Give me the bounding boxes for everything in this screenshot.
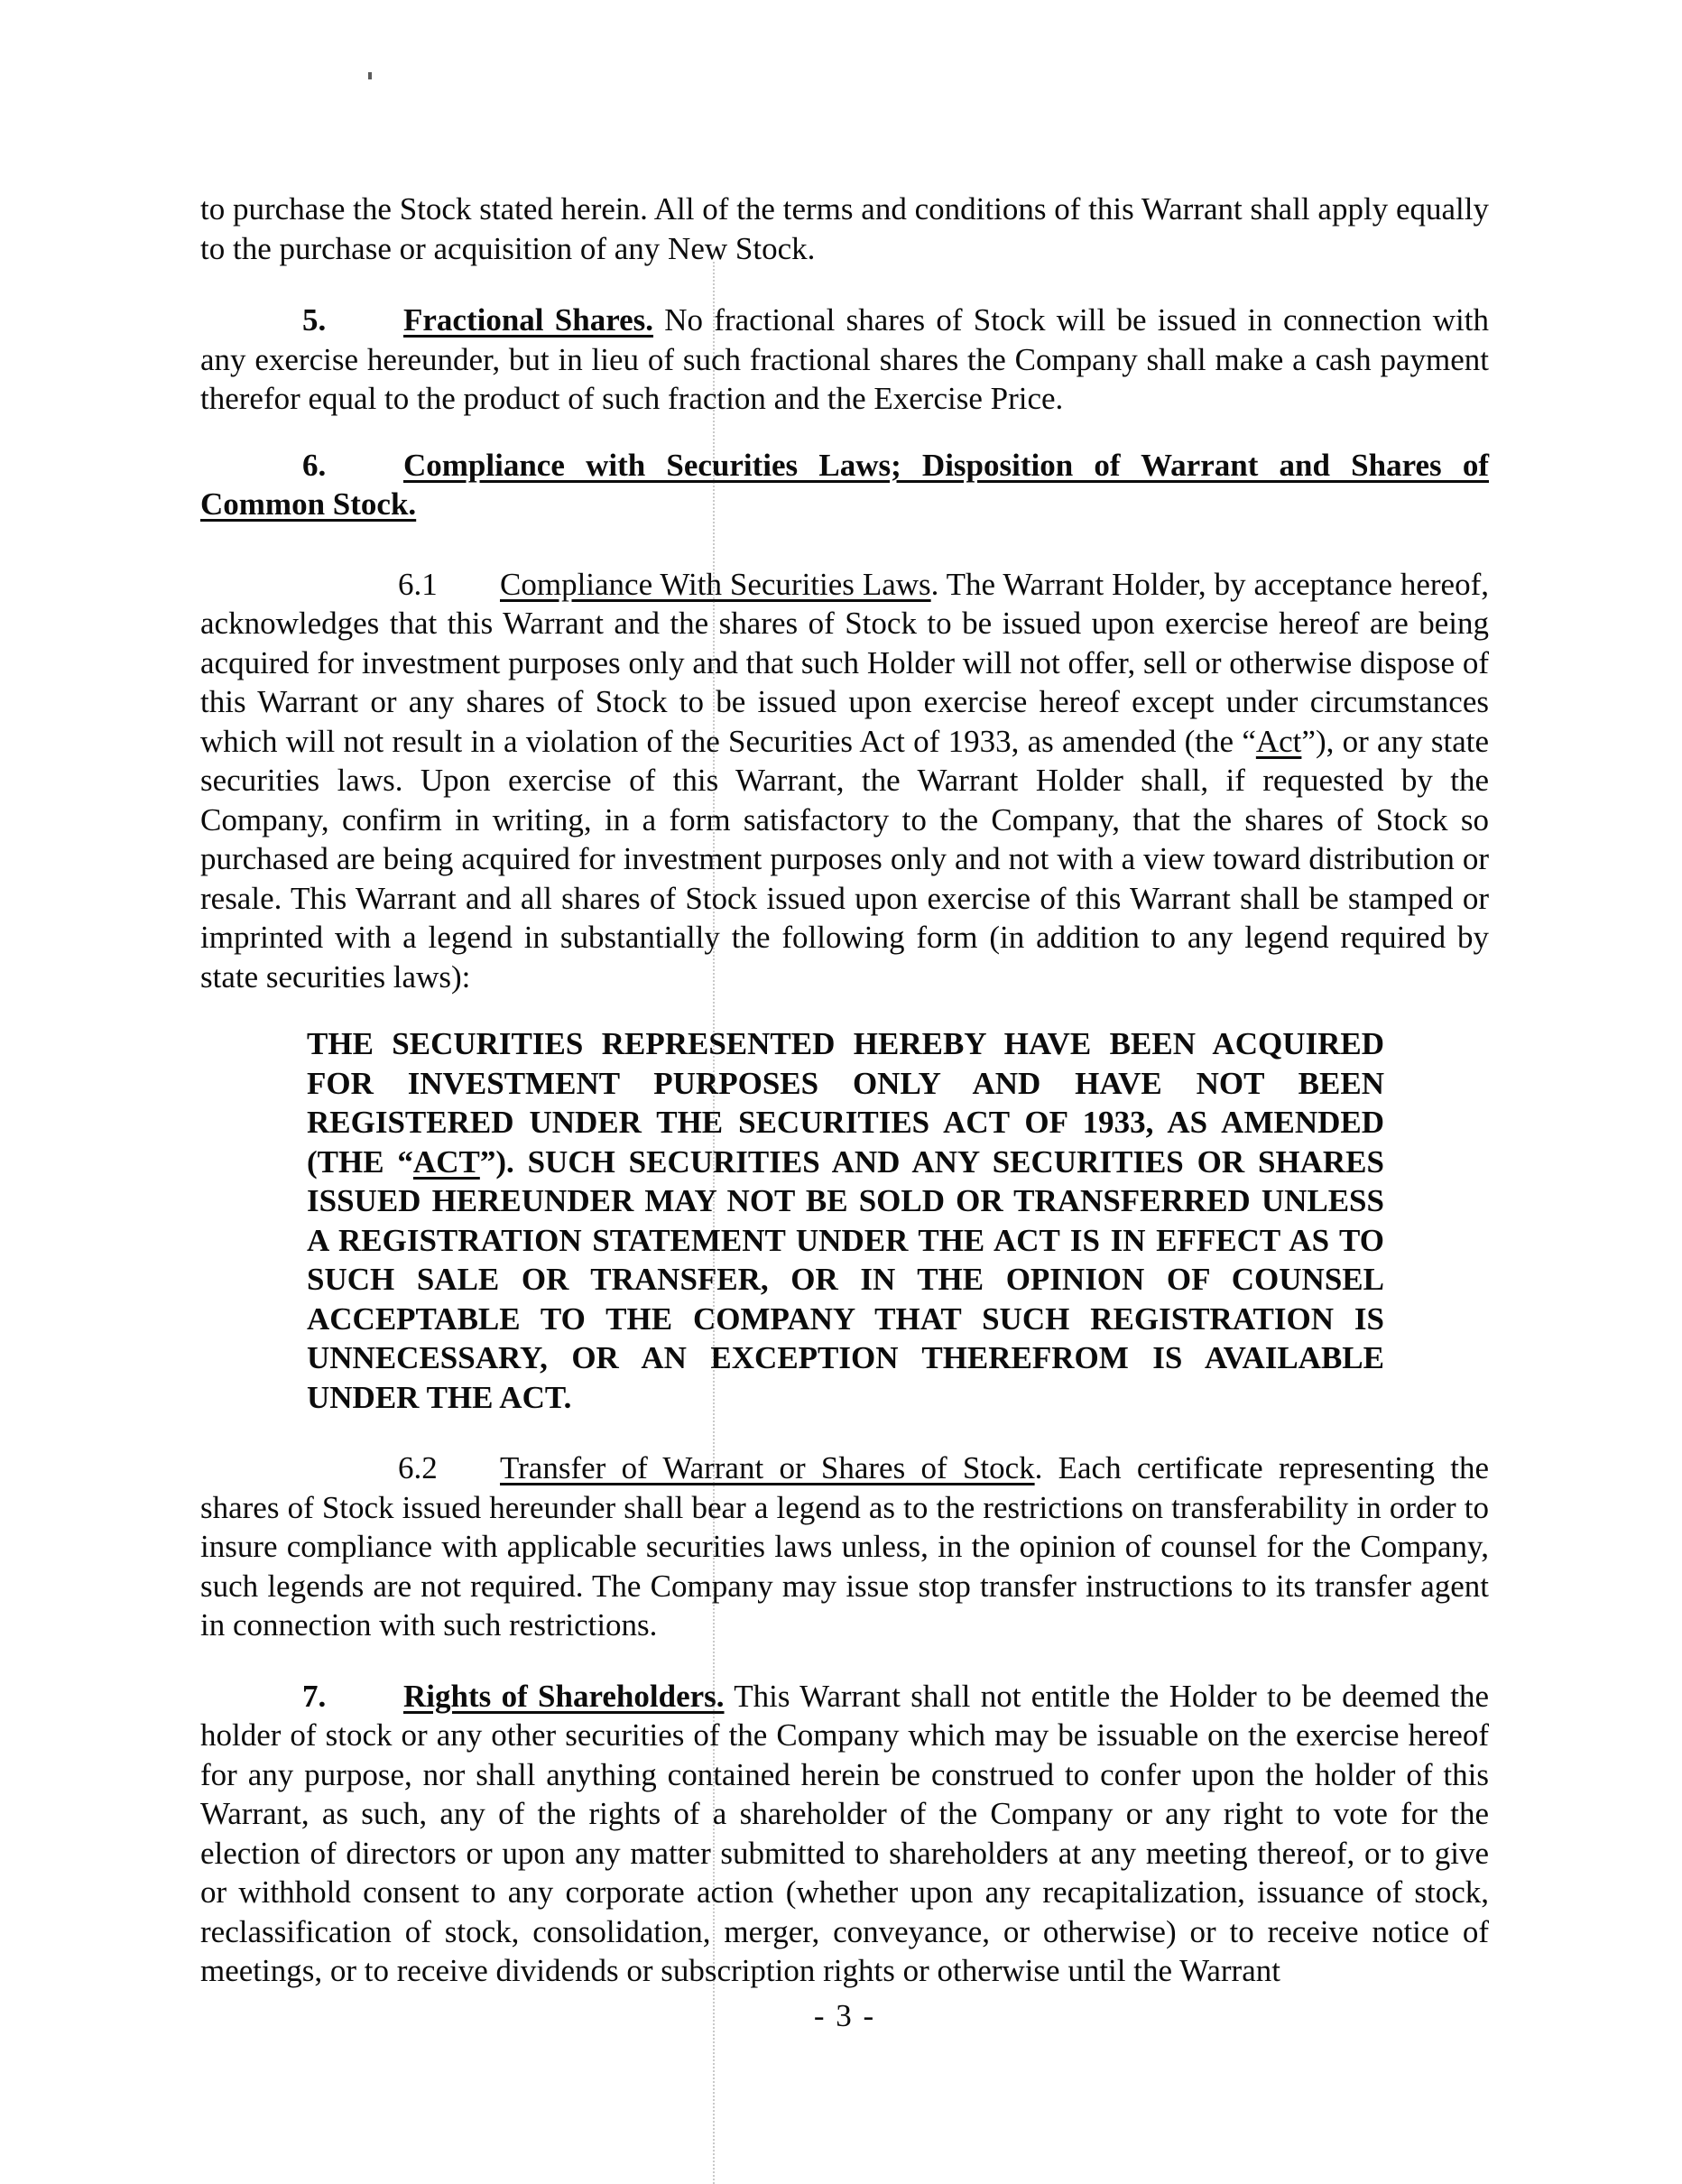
section-6-2-body: . Each certificate representing the shares of Stock issued hereunder shall bear a legend as to the restrictions on transferability in order to insure compliance with applicable securities laws unless, in the opinion of counsel for the Company, such legends are not required. The Company may issue stop transfer instructions to its transfer agent in connection with such restrictions.	[200, 1450, 1489, 1643]
legend-act-term: ACT	[412, 1143, 480, 1180]
section-7-paragraph	[200, 1677, 1489, 1991]
section-6-2-title: Transfer of Warrant or Shares of Stock	[500, 1450, 1035, 1485]
scan-speck-artifact	[368, 72, 372, 79]
section-6-2-paragraph	[200, 1448, 1489, 1645]
section-6-number: 6.	[302, 447, 327, 483]
section-5-title: Fractional Shares.	[403, 302, 654, 338]
scan-fold-line-artifact	[713, 262, 715, 2184]
continuation-paragraph	[200, 190, 1489, 268]
section-6-title: Compliance with Securities Laws; Disposition of Warrant and Shares of Common Stock.	[200, 447, 1489, 522]
legend-after-act: ”). SUCH SECURITIES AND ANY SECURITIES OR SHARES ISSUED HEREUNDER MAY NOT BE SOLD OR TRANSFERRED UNLESS A REGISTRATION STATEMENT UNDER THE ACT IS IN EFFECT AS TO SUCH SALE OR TRANSFER, OR IN THE OPINION OF COUNSEL ACCEPTABLE TO THE COMPANY THAT SUCH REGISTRATION IS UNNECESSARY, OR AN EXCEPTION THEREFROM IS AVAILABLE UNDER THE ACT.	[307, 1143, 1384, 1415]
section-6-2-number: 6.2	[398, 1450, 438, 1485]
section-7-number: 7.	[302, 1678, 327, 1714]
section-5-paragraph	[200, 301, 1489, 419]
section-6-1-number: 6.1	[398, 566, 438, 602]
act-defined-term: Act	[1255, 723, 1302, 759]
section-5-body: No fractional shares of Stock will be issued in connection with any exercise hereunder, but in lieu of such fractional shares the Company shall make a cash payment therefor equal to the product of such fraction and the Exercise Price.	[200, 302, 1489, 416]
securities-legend-block	[307, 1024, 1384, 1417]
section-6-heading	[200, 446, 1489, 524]
section-6-1-title: Compliance With Securities Laws	[500, 566, 931, 602]
legend-before-act: THE SECURITIES REPRESENTED HEREBY HAVE BEEN ACQUIRED FOR INVESTMENT PURPOSES ONLY AND HAVE NOT BEEN REGISTERED UNDER THE SECURITIES ACT OF 1933, AS AMENDED (THE “	[307, 1026, 1384, 1180]
paragraph-text: to purchase the Stock stated herein. All of the terms and conditions of this Warrant shall apply equally to the purchase or acquisition of any New Stock.	[200, 191, 1489, 266]
section-6-1-body-before-act: . The Warrant Holder, by acceptance hereof, acknowledges that this Warrant and the shares of Stock to be issued upon exercise hereof are being acquired for investment purposes only and that such Holder will not offer, sell or otherwise dispose of this Warrant or any shares of Stock to be issued upon exercise hereof except under circumstances which will not result in a violation of the Securities Act of 1933, as amended (the “	[200, 566, 1489, 759]
section-6-1-body-after-act: ”), or any state securities laws. Upon exercise of this Warrant, the Warrant Holder shall, if requested by the Company, confirm in writing, in a form satisfactory to the Company, that the shares of Stock so purchased are being acquired for investment purposes only and not with a view toward distribution or resale. This Warrant and all shares of Stock issued upon exercise of this Warrant shall be stamped or imprinted with a legend in substantially the following form (in addition to any legend required by state securities laws):	[200, 723, 1489, 995]
section-7-title: Rights of Shareholders.	[403, 1678, 725, 1714]
section-6-1-paragraph	[200, 565, 1489, 997]
section-7-body: This Warrant shall not entitle the Holder to be deemed the holder of stock or any other securities of the Company which may be issuable on the exercise hereof for any purpose, nor shall anything contained herein be construed to confer upon the holder of this Warrant, as such, any of the rights of a shareholder of the Company or any right to vote for the election of directors or upon any matter submitted to shareholders at any meeting thereof, or to give or withhold consent to any corporate action (whether upon any recapitalization, issuance of stock, reclassification of stock, consolidation, merger, conveyance, or otherwise) or to receive notice of meetings, or to receive dividends or subscription rights or otherwise until the Warrant	[200, 1678, 1489, 1988]
page-number: - 3 -	[813, 1997, 876, 2033]
section-5-number: 5.	[302, 302, 327, 338]
